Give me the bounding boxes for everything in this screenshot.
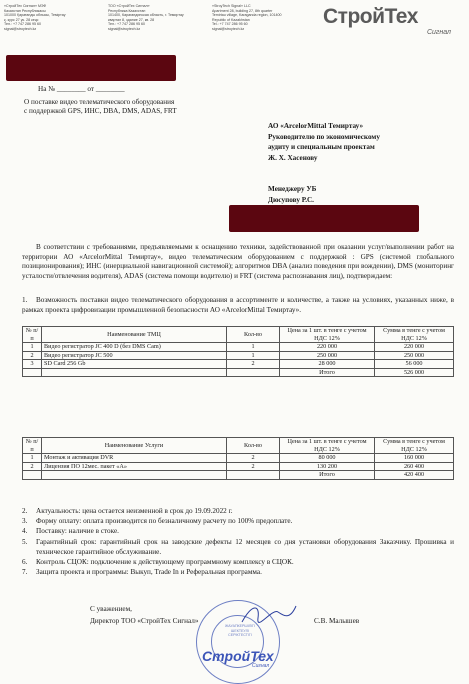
signer-name: С.В. Малышев (314, 617, 360, 625)
table-row: 1 Монтаж и активация DVR 2 80 000 160 000 (23, 454, 454, 463)
list-item: 4. Поставку: наличие в стоке. (22, 527, 119, 536)
header-col-ru: ТОО «СтройТех Сигнал» Республика Казахстан 101400, Карагандинская область, г. Темиртау квартал 8, здание 27, кв. 28 Тел.: +7 747 286 95 60 signal@stroytech.kz (108, 4, 184, 31)
list-item: 3. Форму оплату: оплата производится по безналичному расчету по 100% предоплате. (22, 517, 293, 526)
conditions-list (22, 506, 454, 577)
addressee-secondary: Менеджеру УБ Дюсупову Р.С. (268, 185, 317, 204)
addressee: АО «ArcelorMittal Темиртау» Руководителю по экономическому аудиту и специальным проектам Ж. Х. Хасенову (268, 122, 380, 162)
table-total-row: Итого 420 400 (23, 471, 454, 480)
table-header-row: № п/п Наименование Услуги Кол-во Цена за 1 шт. в тенге с учетом НДС 12% Сумма в тенге с учетом НДС 12% (23, 438, 454, 454)
list-item: 5. Гарантийный срок: гарантийный срок на заводские дефекты 12 месяцев со дня установки оборудования Заказчику. Прошивка и техническое гарантийное обслуживание. (22, 537, 454, 556)
stamp-logo: СтройТех (202, 648, 274, 664)
intro-paragraph: В соответствии с требованиями, предъявляемыми к оснащению техники, задействованной при оказании услуг/выполнении работ на территории АО «ArcelorMittal Темиртау», видео телематическим оборудованием с поддержкой : GPS (системой глобального позиционирования); ИНС (инерциальной навигационной системой); алгоритмов DBA (анализ поведения при вождении), DMS (мониторинг усталости/отвлечения водителя), ADAS (система помощи водителю) и FRT (система распознавания лиц), подтверждаем: (22, 243, 454, 280)
list-item: 7. Защита проекта и программы: Выкуп, Trade In и Реферальная программа. (22, 568, 262, 577)
subject: О поставке видео телематического оборудования с поддержкой GPS, ИНС, DBA, DMS, ADAS, FRT (24, 98, 177, 115)
services-table (22, 437, 454, 480)
list-item: 6. Контроль СЦОК: подключение к действующему программному комплексу в СЦОК. (22, 558, 294, 567)
table-header-row: № п/п Наименование ТМЦ Кол-во Цена за 1 шт. в тенге с учетом НДС 12% Сумма в тенге с учетом НДС 12% (23, 327, 454, 343)
signer-title: Директор ТОО «СтройТех Сигнал» (90, 617, 199, 625)
header-col-kz: «СтройТех Сигнал» МЭФ Казахстан Республикасы 101000 Қарағанды облысы, Теміртау қ. курс 27 ук. 28 кеңс Тел.: +7 747 286 95 60 signal@stroytech.kz (4, 4, 66, 31)
table-row: 1 Видео регистратор JC 400 D (без DMS Cam) 1 220 000 220 000 (23, 343, 454, 352)
table-total-row: Итого 526 000 (23, 368, 454, 377)
point-1: 1. Возможность поставки видео телематического оборудования в ассортименте и количестве, а также на условиях, указанных ниже, в рамках проекта цифровизации промышленной безопасности АО «ArcelorMittal Темиртау». (22, 296, 454, 314)
table-row: 2 Лицензия ПО 12мес. пакет «А» 2 130 200 260 400 (23, 462, 454, 471)
closing: С уважением, (90, 605, 132, 613)
table-row: 3 SD Card 256 Gb 2 28 000 56 000 (23, 360, 454, 369)
header-col-en: «StroyTech Signal» LLC Apartment 28, building 27, 8th quarter Temirtau village, Karaganda region, 101400 Republic of Kazakhstan Tel.: +7 747 286 95 60 signal@stroytech.kz (212, 4, 282, 31)
list-item: 2. Актуальность: цена остается неизменной в срок до 19.09.2022 г. (22, 507, 233, 515)
ref-line: На № ________ от ________ (38, 85, 125, 93)
company-logo: СтройТех Сигнал (323, 5, 451, 36)
signature (238, 600, 298, 630)
goods-table (22, 326, 454, 377)
redaction-block (6, 55, 176, 81)
redaction-block (229, 205, 419, 232)
letter-page: «СтройТех Сигнал» МЭФ Казахстан Республикасы 101000 Қарағанды облысы, Теміртау қ. курс 27 ук. 28 кеңс Тел.: +7 747 286 95 60 signal@stroytech.kz ТОО «СтройТех Сигнал» Республика Казахстан 101400, Карагандинская область, г. Темиртау квартал 8, здание 27, кв. 28 Тел.: +7 747 286 95 60 signal@stroytech.kz «StroyTech Signal» LLC Apartment 28, building 27, 8th quarter Temirtau village, Karaganda region, 101400 Republic of Kazakhstan Tel.: +7 747 286 95 60 signal@stroytech.kz СтройТех Сигнал На № ________ от ________ О поставке видео телематического оборудования с поддержкой GPS, ИНС, DBA, DMS, ADAS, FRT АО «ArcelorMittal Темиртау» Руководителю по экономическому аудиту и специальным проектам Ж. Х. Хасенову Менеджеру УБ Дюсупову Р.С. В соответствии с требованиями, предъявляемыми к оснащению техники, задействованной при оказании услуг/выполнении работ на территории АО «ArcelorMittal Темиртау», видео телематическим оборудованием с поддержкой : GPS (системой глобального позиционирования); ИНС (инерциальной навигационной системой); алгоритмов DBA (анализ поведения при вождении), DMS (мониторинг усталости/отвлечения водителя), ADAS (система помощи водителю) и FRT (система распознавания лиц), подтверждаем: 1. Возможность поставки видео телематического оборудования в ассортименте и количестве, а также на условиях, указанных ниже, в рамках проекта цифровизации промышленной безопасности АО «ArcelorMittal Темиртау». № п/п Наименование ТМЦ Кол-во Цена за 1 шт. в тенге с учетом НДС 12% Сумма в тенге с учетом НДС 12% 1 Видео регистратор JC 400 D (без DMS Cam) 1 220 000 220 000 2 Видео регистратор JC 500 1 250 000 250 000 3 SD Card 256 Gb 2 28 000 56 000 Итого 526 000 № п/п Наименование Услуги Кол-во Цена за 1 шт. в тенге с учетом НДС 12% Сумма в тенге с учетом НДС 12% 1 Монтаж и активация DVR 2 80 000 160 000 2 Лицензия ПО 12мес. пакет «А» 2 130 200 260 400 Итого 420 400 2. Актуальность: цена остается неизменной в срок до 19.09.2022 г. 3. Форму оплату: оплата производится по безналичному расчету по 100% предоплате. 4. Поставку: наличие в стоке. 5. Гарантийный срок: гарантийный срок на заводские дефекты 12 месяцев со дня установки оборудования Заказчику. Прошивка и техническое гарантийное обслуживание. 6. Контроль СЦОК: подключение к действующему программному комплексу в СЦОК. 7. Защита проекта и программы: Выкуп, Trade In и Реферальная программа. ЖАУАПКЕРШІЛІГІ ШЕКТЕУЛІ СЕРІКТЕСТІГІ СтройТех Сигнал С уважением, Директор ТОО «СтройТех Сигнал» С.В. Малышев (0, 0, 469, 684)
table-row: 2 Видео регистратор JC 500 1 250 000 250 000 (23, 351, 454, 360)
